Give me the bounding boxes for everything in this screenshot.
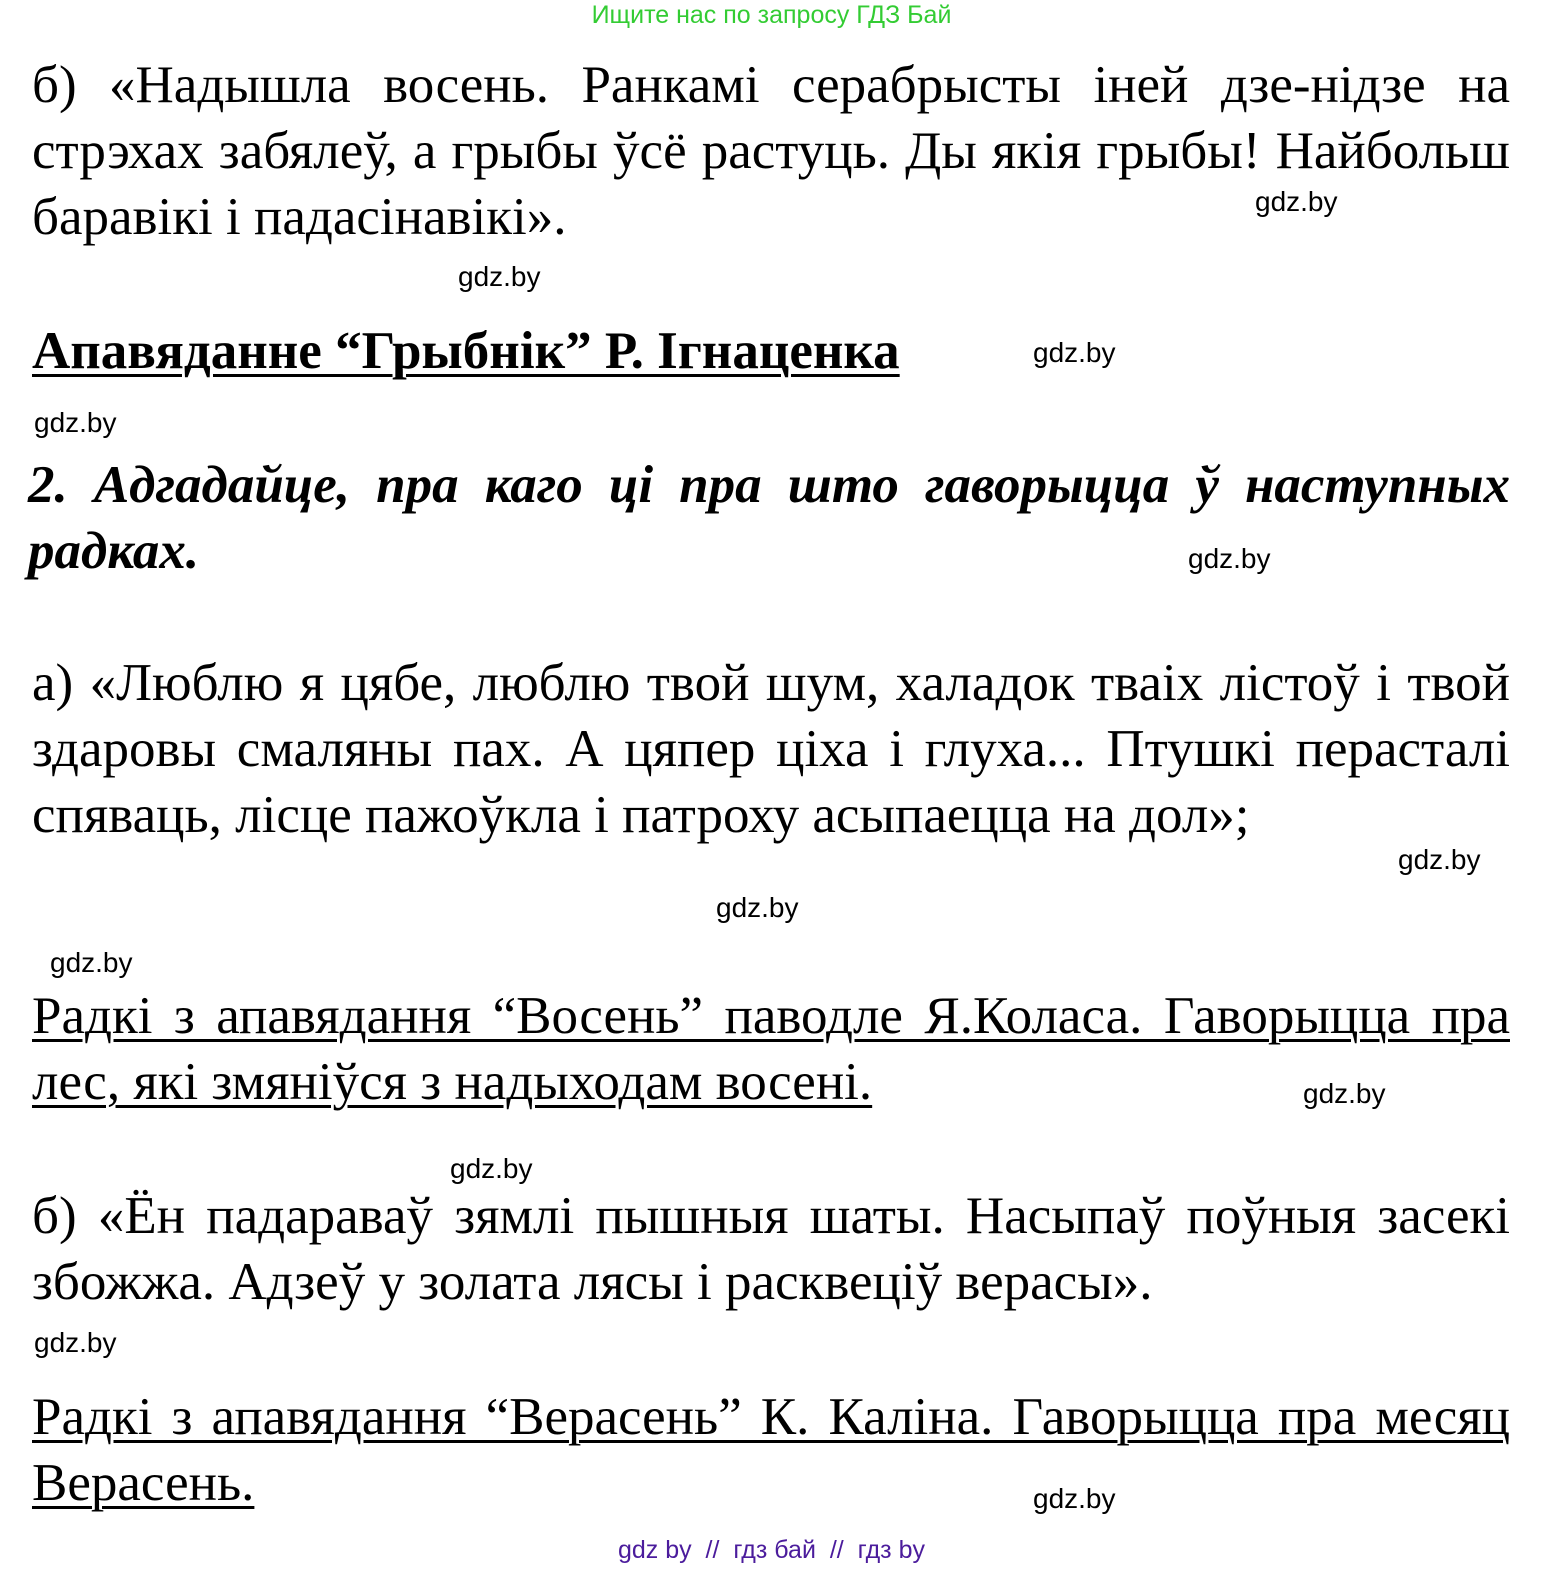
top-banner: Ищите нас по запросу ГДЗ Бай: [591, 1, 952, 29]
answer-a: Радкі з апавядання “Восень” паводле Я.Коласа. Гаворыцца пра лес, які змяніўся з надыходам восені.: [32, 987, 1510, 1111]
watermark: gdz.by: [1398, 844, 1481, 875]
watermark: gdz.by: [1188, 543, 1271, 574]
watermark: gdz.by: [716, 892, 799, 923]
watermark: gdz.by: [450, 1153, 533, 1184]
watermark: gdz.by: [50, 947, 133, 978]
watermark: gdz.by: [34, 407, 117, 438]
answer-heading: Апавяданне “Грыбнік” Р. Ігнаценка: [32, 322, 900, 380]
quote-b-mushrooms: б) «Надышла восень. Ранкамі серабрысты іней дзе-нідзе на стрэхах забялеў, а грыбы ўсё растуць. Ды якія грыбы! Найбольш баравікі і падасінавікі».: [32, 56, 1510, 246]
footer-links: gdz by // гдз бай // гдз by: [617, 1536, 925, 1564]
watermark: gdz.by: [458, 261, 541, 292]
watermark: gdz.by: [1033, 1483, 1116, 1514]
task-2-heading: 2. Адгадайце, пра каго ці пра што гаворыцца ў наступных радках.: [28, 456, 1510, 580]
watermark: gdz.by: [1303, 1078, 1386, 1109]
watermark: gdz.by: [34, 1327, 117, 1358]
quote-b-september: б) «Ён падараваў зямлі пышныя шаты. Насыпаў поўныя засекі збожжа. Адзеў у золата лясы і расквеціў верасы».: [32, 1187, 1510, 1311]
quote-a-forest: а) «Люблю я цябе, люблю твой шум, халадок тваіх лістоў і твой здаровы смаляны пах. А цяпер ціха і глуха... Птушкі перасталі спяваць, лісце пажоўкла і патроху асыпаецца на дол»;: [32, 654, 1510, 844]
watermark: gdz.by: [1255, 186, 1338, 217]
watermark: gdz.by: [1033, 337, 1116, 368]
answer-b: Радкі з апавядання “Верасень” К. Каліна. Гаворыцца пра месяц Верасень.: [32, 1388, 1510, 1512]
